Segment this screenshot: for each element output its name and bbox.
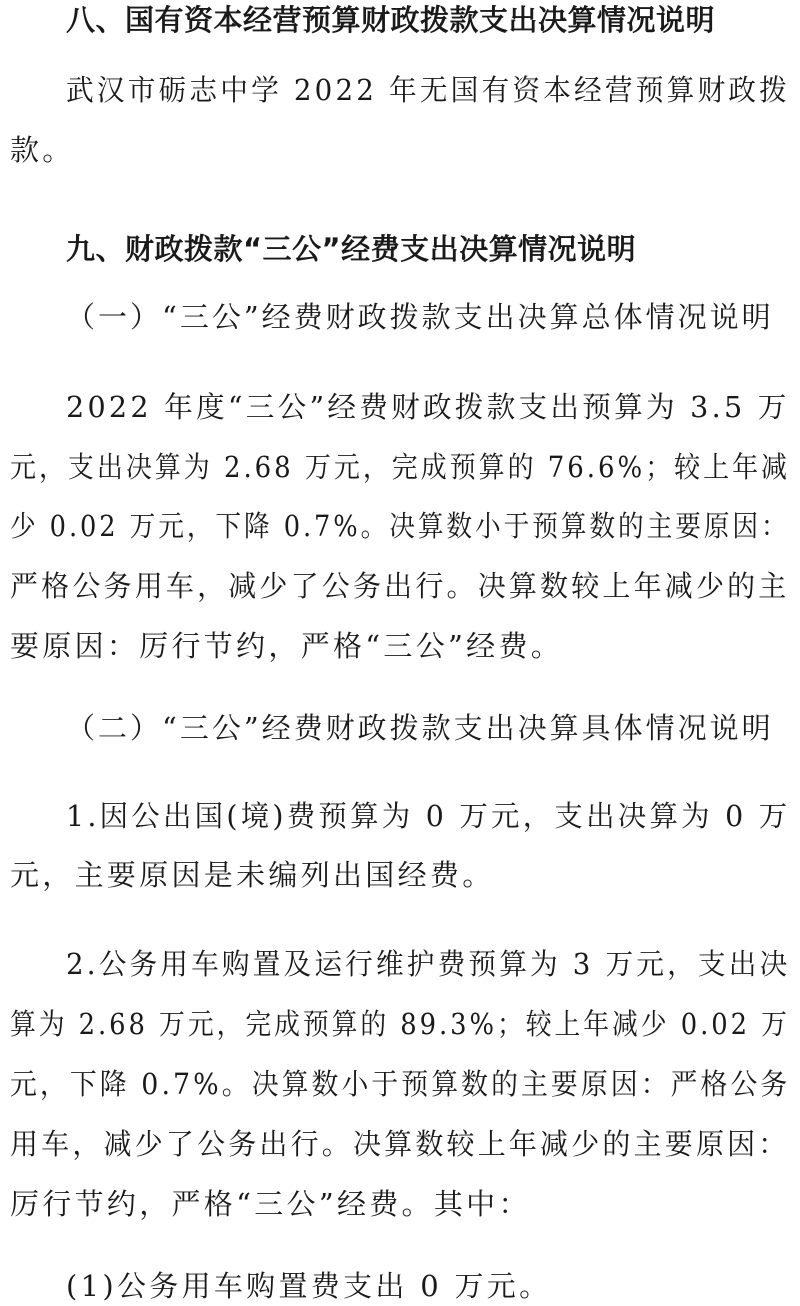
item-1-line-2: 元，主要原因是未编列出国经费。	[10, 858, 495, 892]
subsection-1-paragraph-line-3: 少 0.02 万元，下降 0.7%。决算数小于预算数的主要原因：	[10, 509, 790, 543]
item-2-line-4: 用车，减少了公务出行。决算数较上年减少的主要原因：	[10, 1127, 790, 1161]
subsection-1-paragraph-line-4: 严格公务用车，减少了公务出行。决算数较上年减少的主	[10, 569, 790, 603]
item-2-line-3: 元，下降 0.7%。决算数小于预算数的主要原因：严格公务	[10, 1067, 791, 1101]
section-8-heading: 八、国有资本经营预算财政拨款支出决算情况说明	[66, 3, 716, 37]
subsection-1-paragraph-line-5: 要原因：厉行节约，严格“三公”经费。	[10, 629, 564, 663]
item-1-line-1: 1.因公出国(境)费预算为 0 万元，支出决算为 0 万	[66, 799, 791, 833]
item-2-sub-1: (1)公务用车购置费支出 0 万元。	[66, 1269, 552, 1303]
section-8-paragraph-line-1: 武汉市砺志中学 2022 年无国有资本经营预算财政拨	[66, 73, 791, 107]
item-2-line-2: 算为 2.68 万元，完成预算的 89.3%；较上年减少 0.02 万	[10, 1007, 790, 1041]
item-2-line-1: 2.公务用车购置及运行维护费预算为 3 万元，支出决	[66, 947, 791, 981]
subsection-1-paragraph-line-2: 元，支出决算为 2.68 万元，完成预算的 76.6%；较上年减	[10, 450, 790, 484]
subsection-2-heading: （二）“三公”经费财政拨款支出决算具体情况说明	[66, 711, 774, 745]
section-8-paragraph-line-2: 款。	[10, 133, 75, 167]
subsection-1-heading: （一）“三公”经费财政拨款支出决算总体情况说明	[66, 300, 774, 334]
section-9-heading: 九、财政拨款“三公”经费支出决算情况说明	[66, 232, 637, 266]
subsection-1-paragraph-line-1: 2022 年度“三公”经费财政拨款支出预算为 3.5 万	[66, 390, 790, 424]
item-2-line-5: 厉行节约，严格“三公”经费。其中：	[10, 1187, 531, 1221]
